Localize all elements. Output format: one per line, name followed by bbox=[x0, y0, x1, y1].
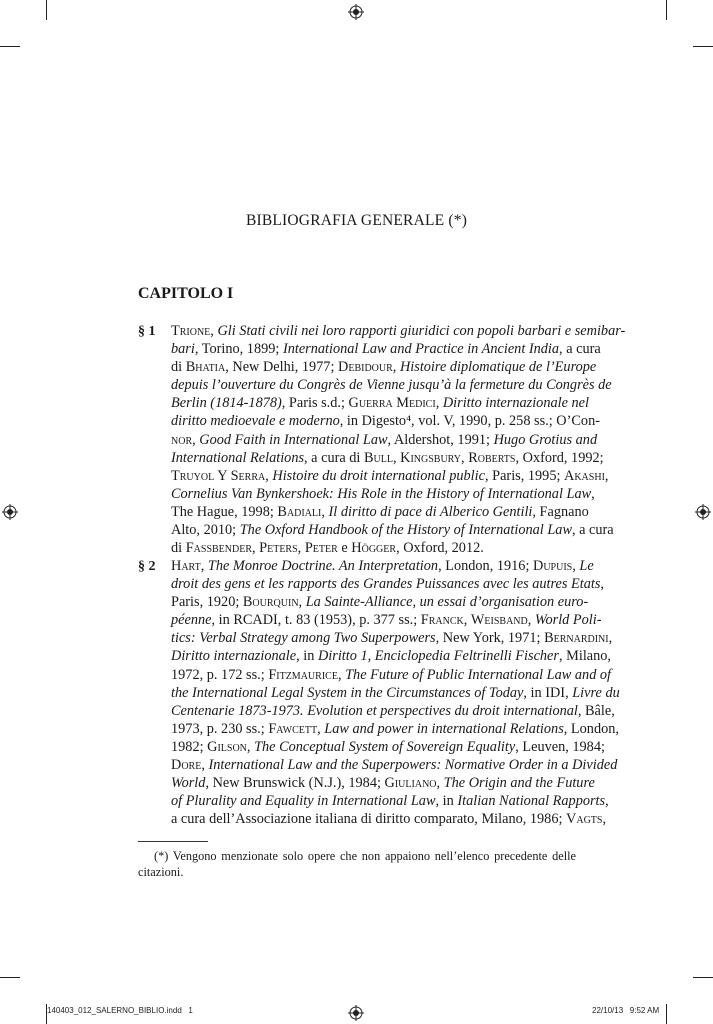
work-title: Gli Stati civili nei loro rapporti giuridici con popoli barbari e semibar- bbox=[217, 323, 626, 339]
author-name: Peter bbox=[304, 540, 338, 557]
citation-text: , London, 1916; bbox=[438, 558, 533, 574]
work-title: Berlin (1814-1878) bbox=[171, 395, 282, 412]
author-name: Franck bbox=[420, 612, 464, 629]
author-name: Bull bbox=[363, 449, 393, 466]
author-name: Giuliano bbox=[384, 775, 437, 792]
citation-text: , bbox=[201, 757, 209, 774]
citation-text: e bbox=[337, 540, 352, 557]
citation-text: 1972, p. 172 ss.; bbox=[171, 666, 269, 683]
footnote bbox=[138, 848, 576, 880]
citation-text: , in IDI, bbox=[523, 684, 573, 701]
citation-text: , Bâle, bbox=[577, 702, 615, 719]
work-title: The Future of Public International Law and of bbox=[345, 666, 612, 683]
work-title: The Conceptual System of Sovereign Equality bbox=[254, 738, 516, 755]
crosshair-registration-icon bbox=[2, 504, 18, 520]
author-name: Guerra Medici bbox=[348, 395, 436, 412]
citation-text: , bbox=[604, 467, 609, 484]
bibliography-line bbox=[171, 611, 602, 629]
citation-text: , Oxford, 2012. bbox=[396, 540, 484, 557]
work-title: Hugo Grotius and bbox=[493, 431, 598, 448]
print-slug-datetime: 22/10/13 9:52 AM bbox=[592, 1006, 660, 1015]
citation-text: , bbox=[200, 558, 208, 574]
work-title: diritto medioevale e moderno bbox=[171, 413, 340, 430]
footnote-rule bbox=[138, 841, 208, 842]
bibliography-line bbox=[171, 557, 594, 575]
citation-text: , bbox=[192, 431, 200, 448]
citation-text: , bbox=[265, 467, 273, 484]
bibliography-line bbox=[171, 720, 619, 738]
work-title: The Monroe Doctrine. An Interpretation bbox=[207, 558, 439, 574]
bibliography-paragraph bbox=[171, 322, 626, 557]
citation-text: , Leuven, 1984; bbox=[515, 738, 605, 755]
author-name: Högger bbox=[351, 540, 397, 557]
crop-mark-top-right-v bbox=[666, 0, 667, 20]
author-name: Roberts bbox=[468, 449, 516, 466]
bibliography-line bbox=[171, 503, 589, 521]
citation-text: , New Brunswick (N.J.), 1984; bbox=[205, 775, 385, 792]
citation-text: , Aldershot, 1991; bbox=[387, 431, 494, 448]
bibliography-paragraph bbox=[171, 557, 620, 828]
citation-text: , Milano, bbox=[558, 648, 612, 665]
bibliography-line bbox=[171, 774, 595, 792]
work-title: International Law and Practice in Ancient India bbox=[282, 341, 560, 358]
work-title: droit des gens et les rapports des Grandes Puissances avec les autres Etats bbox=[171, 576, 601, 593]
citation-text: Paris, 1920; bbox=[171, 594, 243, 611]
author-name: Akashi bbox=[564, 467, 605, 484]
author-name: Bernardini bbox=[544, 630, 609, 647]
citation-text: , in bbox=[435, 793, 458, 810]
work-title: of Plurality and Equality in International Law bbox=[171, 793, 436, 810]
citation-text: , Fagnano bbox=[532, 503, 589, 520]
work-title: International Law and the Superpowers: Normative Order in a Divided bbox=[208, 757, 618, 774]
citation-text: The Hague, 1998; bbox=[171, 503, 278, 520]
citation-text: , bbox=[297, 540, 305, 557]
citation-text: , Paris, 1995; bbox=[484, 467, 565, 484]
bibliography-line bbox=[171, 810, 607, 828]
citation-text: , bbox=[252, 540, 260, 557]
bibliography-line bbox=[171, 449, 604, 467]
bibliography-line bbox=[171, 521, 614, 539]
bibliography-line bbox=[171, 629, 613, 647]
work-title: World Poli- bbox=[534, 612, 602, 629]
chapter-heading: CAPITOLO I bbox=[138, 285, 234, 302]
citation-text: 1973, p. 230 ss.; bbox=[171, 720, 269, 737]
citation-text: , bbox=[605, 793, 609, 810]
bibliography-line bbox=[171, 376, 612, 394]
author-name: Badiali bbox=[277, 503, 322, 520]
citation-text: , in bbox=[296, 648, 318, 665]
author-name: Hart bbox=[171, 558, 201, 574]
work-title: Histoire diplomatique de l’Europe bbox=[399, 359, 597, 376]
citation-text: , Paris s.d.; bbox=[281, 395, 349, 412]
citation-text: , bbox=[392, 449, 401, 466]
citation-text: , bbox=[461, 449, 469, 466]
print-slug-filename: 140403_012_SALERNO_BIBLIO.indd 1 bbox=[47, 1006, 193, 1015]
bibliography-line bbox=[171, 358, 597, 376]
work-title: bari bbox=[171, 341, 195, 358]
citation-text: , London, bbox=[563, 720, 619, 737]
work-title: Diritto internazionale nel bbox=[442, 395, 589, 412]
author-name: Dupuis bbox=[533, 558, 573, 574]
crop-mark-bottom-right-h bbox=[693, 977, 713, 978]
author-name: Gilson bbox=[207, 738, 247, 755]
bibliography-line bbox=[171, 394, 589, 412]
bibliography-line bbox=[171, 340, 601, 358]
author-name: Bourquin bbox=[242, 594, 299, 611]
citation-text: , a cura bbox=[559, 341, 601, 358]
citation-text: , bbox=[572, 558, 580, 574]
author-name: nor bbox=[171, 431, 193, 448]
citation-text: , bbox=[392, 359, 400, 376]
author-name: Debidour bbox=[338, 359, 393, 376]
citation-text: , New York, 1971; bbox=[435, 630, 545, 647]
work-title: International Relations bbox=[171, 449, 305, 466]
bibliography-line bbox=[171, 666, 612, 684]
citation-text: , in Digesto⁴, vol. V, 1990, p. 258 ss.; O’Con- bbox=[339, 413, 600, 430]
footnote-line: citazioni. bbox=[138, 865, 184, 879]
citation-text: , bbox=[600, 576, 604, 593]
work-title: depuis l’ouverture du Congrès de Vienne jusqu’à la fermeture du Congrès de bbox=[171, 377, 612, 394]
citation-text: , a cura di bbox=[304, 449, 364, 466]
bibliography-line bbox=[171, 539, 576, 557]
crosshair-registration-icon bbox=[348, 4, 364, 20]
crop-mark-top-left-h bbox=[0, 46, 20, 47]
citation-text: , bbox=[317, 720, 325, 737]
citation-text: , bbox=[527, 612, 535, 629]
citation-text: , bbox=[246, 738, 255, 755]
author-name: Peters bbox=[259, 540, 298, 557]
work-title: Le bbox=[579, 558, 594, 574]
author-name: Dore bbox=[171, 757, 202, 774]
author-name: Weisband bbox=[470, 612, 528, 629]
crop-mark-top-right-h bbox=[693, 46, 713, 47]
citation-text: , in RCADI, t. 83 (1953), p. 377 ss.; bbox=[211, 612, 421, 629]
work-title: The Origin and the Future bbox=[443, 775, 595, 792]
work-title: Diritto 1, Enciclopedia Feltrinelli Fischer bbox=[317, 648, 559, 665]
section-number: § 1 bbox=[138, 324, 156, 339]
citation-text: , bbox=[210, 323, 218, 339]
citation-text: di bbox=[171, 359, 186, 376]
work-title: péenne bbox=[171, 612, 212, 629]
citation-text: , bbox=[435, 395, 443, 412]
crop-mark-bottom-left-h bbox=[0, 977, 20, 978]
bibliography-line bbox=[171, 792, 609, 810]
footnote-line: (*) Vengono menzionate solo opere che non appaiono nell’elenco precedente delle bbox=[154, 849, 576, 863]
citation-text: , bbox=[436, 775, 444, 792]
bibliography-line bbox=[171, 756, 618, 774]
citation-text: , New Delhi, 1977; bbox=[225, 359, 339, 376]
work-title: Cornelius Van Bynkershoek: His Role in the History of International Law bbox=[171, 485, 592, 502]
citation-text: 1982; bbox=[171, 738, 208, 755]
section-number: § 2 bbox=[138, 559, 156, 574]
bibliography-line bbox=[171, 575, 604, 593]
citation-text: , bbox=[608, 630, 613, 647]
work-title: the International Legal System in the Circumstances of Today bbox=[171, 684, 524, 701]
author-name: Trione bbox=[171, 323, 211, 339]
work-title: Il diritto di pace di Alberico Gentili bbox=[328, 503, 533, 520]
bibliography-line bbox=[171, 738, 605, 756]
citation-text: , Oxford, 1992; bbox=[515, 449, 604, 466]
bibliography-line bbox=[171, 647, 612, 665]
citation-text: , bbox=[602, 811, 607, 828]
bibliography-line bbox=[171, 485, 595, 503]
author-name: Bhatia bbox=[185, 359, 226, 376]
bibliography-line bbox=[171, 431, 598, 449]
author-name: Kingsbury bbox=[400, 449, 462, 466]
citation-text: a cura dell’Associazione italiana di diritto comparato, Milano, 1986; bbox=[171, 811, 567, 828]
work-title: Centenarie 1873-1973. Evolution et perspectives du droit international bbox=[171, 702, 578, 719]
crop-mark-top-left-v bbox=[46, 0, 47, 20]
work-title: The Oxford Handbook of the History of International Law bbox=[239, 522, 572, 539]
citation-text: , bbox=[321, 503, 329, 520]
crop-mark-bottom-right-v bbox=[666, 1004, 667, 1024]
citation-text: , a cura bbox=[571, 522, 614, 539]
page-title: BIBLIOGRAFIA GENERALE (*) bbox=[245, 212, 468, 229]
work-title: Livre du bbox=[572, 684, 620, 701]
bibliography-line bbox=[171, 322, 626, 340]
citation-text: , bbox=[337, 666, 346, 683]
citation-text: Alto, 2010; bbox=[171, 522, 240, 539]
work-title: Italian National Rapports bbox=[457, 793, 606, 810]
bibliography-line bbox=[171, 702, 615, 720]
author-name: Truyol Y Serra bbox=[171, 467, 266, 484]
bibliography-line bbox=[171, 593, 589, 611]
citation-text: , bbox=[591, 485, 595, 502]
work-title: Law and power in international Relations bbox=[324, 720, 564, 737]
work-title: tics: Verbal Strategy among Two Superpowers bbox=[171, 630, 436, 647]
bibliography-line bbox=[171, 467, 609, 485]
work-title: Diritto internazionale bbox=[171, 648, 297, 665]
bibliography-line bbox=[171, 412, 600, 430]
citation-text: di bbox=[171, 540, 186, 557]
crosshair-registration-icon bbox=[348, 1005, 364, 1021]
author-name: Fitzmaurice bbox=[268, 666, 338, 683]
citation-text: , Torino, 1899; bbox=[194, 341, 283, 358]
work-title: Good Faith in International Law bbox=[199, 431, 388, 448]
author-name: Vagts bbox=[566, 811, 603, 828]
work-title: La Sainte-Alliance, un essai d’organisation euro- bbox=[305, 594, 589, 611]
crosshair-registration-icon bbox=[695, 504, 711, 520]
bibliography-line bbox=[171, 684, 620, 702]
author-name: Fassbender bbox=[185, 540, 252, 557]
citation-text: , bbox=[298, 594, 306, 611]
author-name: Fawcett bbox=[268, 720, 318, 737]
work-title: Histoire du droit international public bbox=[272, 467, 485, 484]
work-title: World bbox=[171, 775, 206, 792]
citation-text: , bbox=[463, 612, 471, 629]
